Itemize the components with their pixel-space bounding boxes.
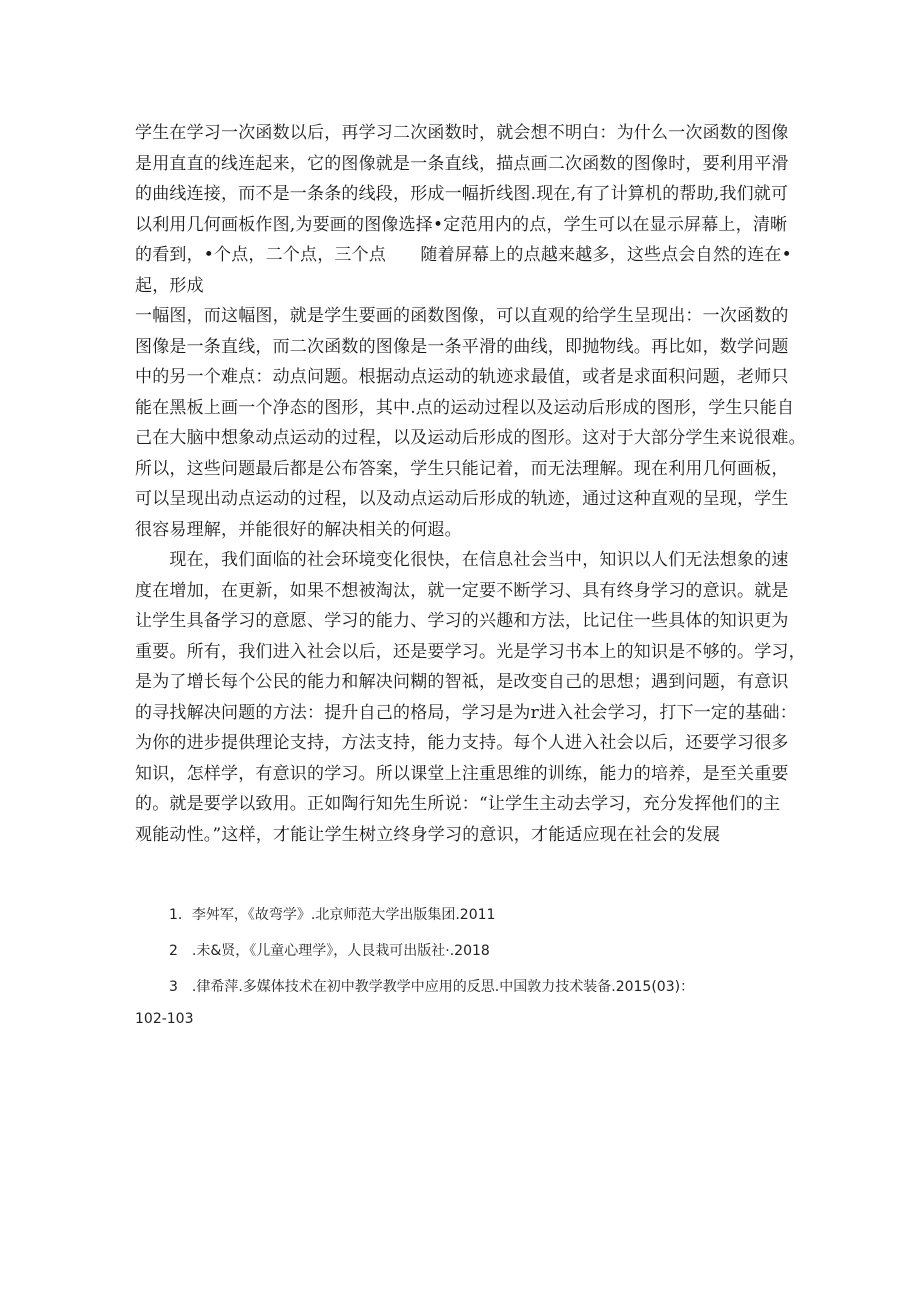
text-line: 重要。所有，我们进入社会以后，还是要学习。光是学习书本上的知识是不够的。学习， (135, 641, 806, 662)
text-line: 为你的进步提供理论支持，方法支持，能力支持。每个人进入社会以后，还要学习很多 (135, 733, 789, 753)
text-line: 可以呈现出动点运动的过程，以及动点运动后形成的轨迹，通过这种直观的呈现，学生 (135, 489, 789, 509)
text-line: 度在增加，在更新，如果不想被淘汰，就一定要不断学习、具有终身学习的意识。就是 (135, 580, 789, 601)
text-line: 的寻找解决问题的方法：提升自己的格局，学习是为r进入社会学习，打下一定的基础： (135, 702, 797, 723)
text-line: 能在黑板上画一个净态的图形，其中.点的运动过程以及运动后形成的图形，学生只能自 (135, 397, 795, 418)
text-line: 的。就是要学以致用。正如陶行知先生所说：“让学生主动去学习，充分发挥他们的主 (135, 794, 781, 814)
text-line: 知识，怎样学，有意识的学习。所以课堂上注重思维的训练，能力的培养，是至关重要 (135, 763, 789, 784)
reference-item: 1．李舛军，《故弯学》.北京师范大学出版集团.2011 (169, 907, 496, 923)
reference-item: 3 .律希萍.多媒体技术在初中教学教学中应用的反思.中国敦力技术装备.2015(03)： (169, 979, 695, 995)
body-text (135, 118, 806, 850)
text-line: 己在大脑中想象动点运动的过程，以及运动后形成的图形。这对于大部分学生来说很难。 (135, 428, 806, 448)
text-line: 现在，我们面临的社会环境变化很快，在信息社会当中，知识以人们无法想象的速 (135, 550, 789, 570)
text-line: 图像是一条直线，而二次函数的图像是一条平滑的曲线，即抛物线。再比如，数学问题 (135, 336, 789, 357)
text-line: 的看到，•个点，二个点，三个点 随着屏幕上的点越来越多，这些点会自然的连在• (135, 245, 792, 265)
text-line: 让学生具备学习的意愿、学习的能力、学习的兴趣和方法，比记住一些具体的知识更为 (135, 611, 789, 631)
text-line: 是用直直的线连起来，它的图像就是一条直线，描点画二次函数的图像时，要利用平滑 (135, 153, 789, 174)
reference-list (135, 898, 795, 1028)
text-line: 所以，这些问题最后都是公布答案，学生只能记着，而无法理解。现在利用几何画板， (135, 458, 789, 479)
text-line: 一幅图，而这幅图，就是学生要画的函数图像，可以直观的给学生呈现出：一次函数的 (135, 306, 789, 326)
text-line: 学生在学习一次函数以后，再学习二次函数时，就会想不明白：为什么一次函数的图像 (135, 123, 789, 143)
text-line: 起，形成 (135, 275, 204, 296)
reference-item-continuation: 102-103 (135, 1011, 194, 1027)
reference-item: 2 .未&贤，《儿童心理学》，人艮栽可出版社·.2018 (169, 943, 490, 959)
text-line: 观能动性。”这样，才能让学生树立终身学习的意识，才能适应现在社会的发展 (135, 824, 721, 845)
text-line: 以利用几何画板作图,为要画的图像选择•定范用内的点，学生可以在显示屏幕上，清晰 (135, 214, 788, 235)
text-line: 很容易理解，并能很好的解决相关的何遐。 (135, 519, 462, 540)
text-line: 中的另一个难点：动点问题。根据动点运动的轨迹求最值，或者是求面积问题，老师只 (135, 367, 789, 387)
text-line: 是为了增长每个公民的能力和解决问糊的智祗，是改变自己的思想；遇到问题，有意识 (135, 672, 789, 692)
text-line: 的曲线连接，而不是一条条的线段，形成一幅折线图.现在,有了计算机的帮助,我们就可 (135, 184, 789, 204)
